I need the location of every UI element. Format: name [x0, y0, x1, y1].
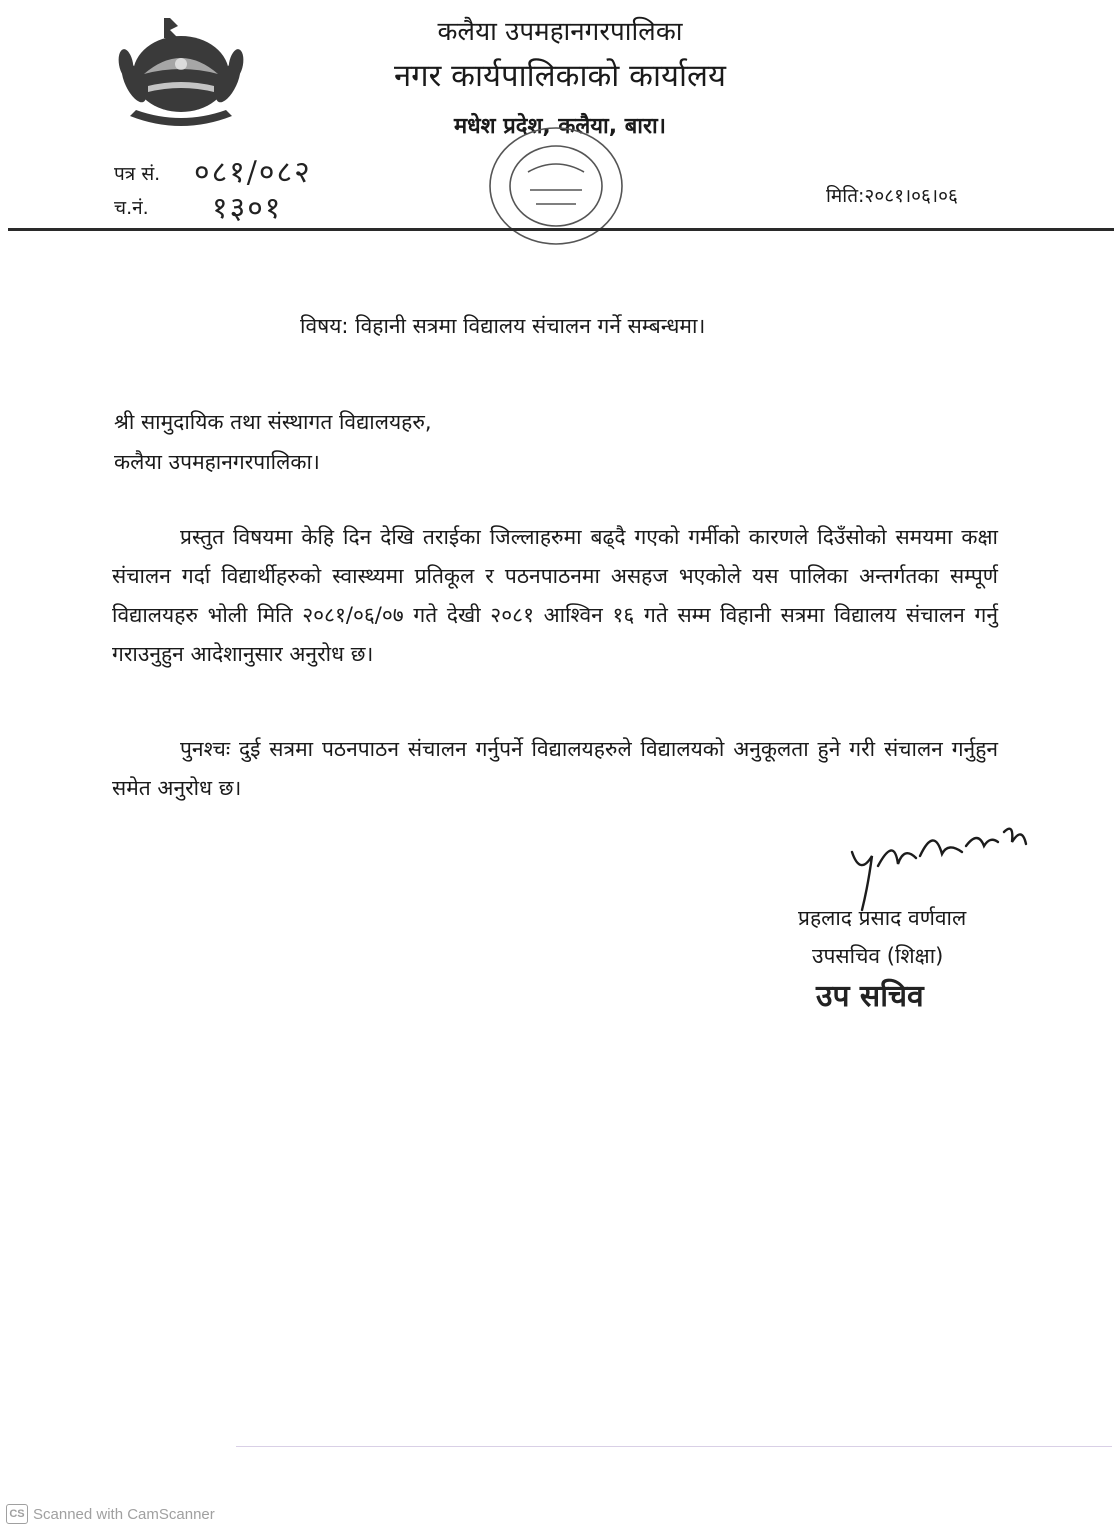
- dispatch-number-value: १३०१: [212, 191, 283, 226]
- header-divider: [8, 228, 1114, 231]
- handwritten-signature: [838, 806, 1034, 916]
- camscanner-footer: [6, 1504, 215, 1524]
- signatory-name: प्रहलाद प्रसाद वर्णवाल: [798, 906, 967, 930]
- letter-date: मिति:२०८१।०६।०६: [826, 185, 958, 207]
- addressee-line-1: श्री सामुदायिक तथा संस्थागत विद्यालयहरु,: [114, 410, 432, 434]
- scan-edge-line: [236, 1446, 1112, 1447]
- municipality-name: कलैया उपमहानगरपालिका: [437, 17, 683, 47]
- camscanner-text: Scanned with CamScanner: [33, 1505, 215, 1523]
- addressee-line-2: कलैया उपमहानगरपालिका।: [114, 450, 320, 474]
- letter-number-label: पत्र सं.: [114, 163, 161, 185]
- dispatch-number-label: च.नं.: [114, 197, 149, 219]
- office-address: मधेश प्रदेश, कलैया, बारा।: [453, 114, 667, 139]
- body-paragraph-1: प्रस्तुत विषयमा केहि दिन देखि तराईका जिल्लाहरुमा बढ्दै गएको गर्मीको कारणले दिउँसोको समयमा कक्षा संचालन गर्दा विद्यार्थीहरुको स्वास्थ्यमा प्रतिकूल र पठनपाठनमा असहज भएकोले यस पालिका अन्तर्गतका सम्पूर्ण विद्यालयहरु भोली मिति २०८१/०६/०७ गते देखी २०८१ आश्विन १६ गते सम्म विहानी सत्रमा विद्यालय संचालन गर्नु गराउनुहुन आदेशानुसार अनुरोध छ।: [112, 525, 998, 666]
- letter-subject: विषय: विहानी सत्रमा विद्यालय संचालन गर्ने सम्बन्धमा।: [300, 314, 706, 338]
- camscanner-logo-icon: CS: [6, 1504, 28, 1524]
- letter-number-value: ०८१/०८२: [194, 155, 312, 190]
- office-seal-stamp: [472, 116, 640, 266]
- signatory-designation: उपसचिव (शिक्षा): [812, 944, 944, 968]
- office-name: नगर कार्यपालिकाको कार्यालय: [393, 58, 727, 94]
- designation-stamp: उप सचिव: [816, 979, 924, 1014]
- body-paragraph-2: पुनश्चः दुई सत्रमा पठनपाठन संचालन गर्नुपर्ने विद्यालयहरुले विद्यालयको अनुकूलता हुने गरी संचालन गर्नुहुन समेत अनुरोध छ।: [112, 737, 998, 800]
- coat-of-arms-emblem: [108, 12, 254, 138]
